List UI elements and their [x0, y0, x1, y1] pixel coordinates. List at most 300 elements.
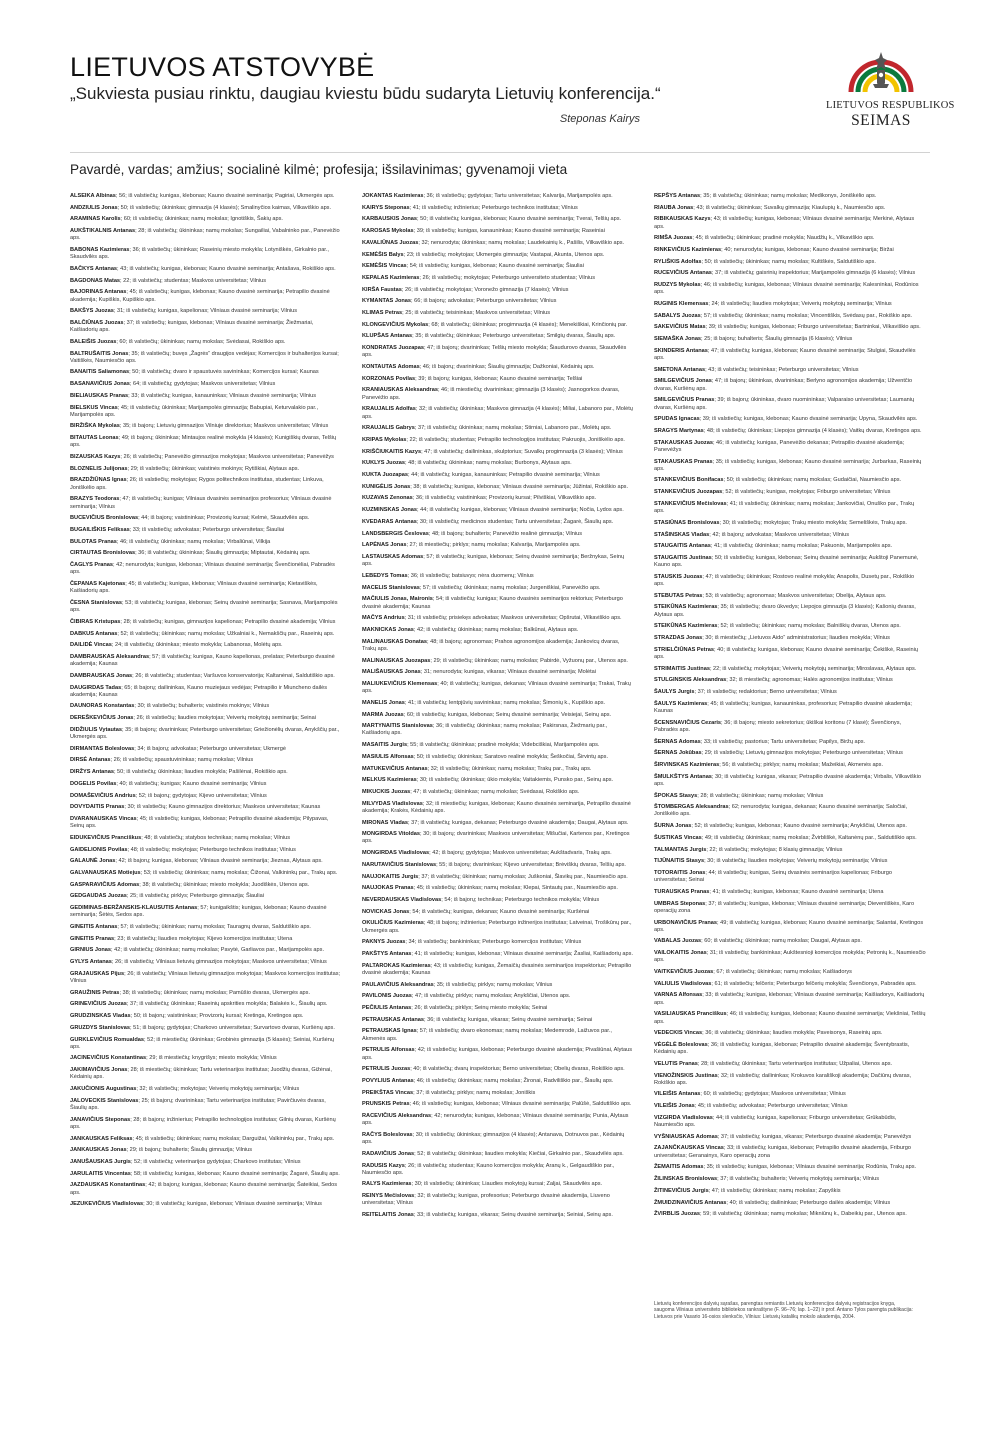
participant-name: PETRULIS Alfonsas: [362, 1047, 415, 1054]
participant-details: ; 37; iš valstiečių; gaisrinių inspektorius; Marijampolės gimnazija (6 klasės); Vilnius: [711, 270, 916, 277]
participant-details: ; 41; iš valstiečių; ūkininkas; namų mokslas; Jankovičiai, Onuško par., Trakų aps.: [654, 500, 915, 515]
participant-name: KLIMAS Petras: [362, 310, 403, 317]
participant-entry: [362, 909, 634, 916]
participant-details: ; 22; iš valstiečių; studentas; Petrapilio technologijos institutas; Pakruojis, Joniškėlio aps.: [406, 436, 625, 443]
participant-entry: [70, 527, 342, 534]
participant-entry: [362, 1101, 634, 1108]
participant-details: ; 26; iš valstiečių; studentas; Varšuvos konservatorija; Kaltanėnai, Saldutiškio aps.: [132, 672, 335, 679]
participant-name: BAKŠYS Juozas: [70, 308, 114, 315]
participant-details: ; 46; iš valstiečių; ūkininkas; namų mokslas; Žironai, Radviliškio par., Šiaulių aps.: [413, 1077, 614, 1084]
participant-entry: [70, 1086, 342, 1093]
participant-entry: [654, 593, 926, 600]
participant-name: RIMŠA Juozas: [654, 235, 693, 242]
participant-entry: [362, 993, 634, 1000]
participant-entry: [362, 495, 634, 502]
participant-details: ; 30; iš valstiečių; mokytojas; Trakų miesto mokykla; Semeliškės, Trakų aps.: [719, 519, 907, 526]
participant-details: ; 33; iš valstiečių; kunigas, klebonas; Vilniaus dvasinė seminarija; Kaišiadorys, Kaišiadorių aps.: [654, 992, 925, 1006]
participant-entry: [362, 1090, 634, 1097]
participant-details: ; 38; iš valstiečių; kunigas, klebonas; Vilniaus dvasinė seminarija; Jūžintai, Rokiškio aps.: [410, 483, 629, 490]
participant-name: UMBRAS Steponas: [654, 900, 706, 907]
participant-details: ; 48; iš valstiečių; ūkininkas; namų mokslas; Burbonys, Alytaus aps.: [405, 460, 572, 467]
page-title: LIETUVOS ATSTOVYBĖ: [70, 52, 375, 82]
participant-details: ; 43; iš valstiečių; kunigas, klebonas; Vilniaus dvasinė seminarija; Merkinė, Alytaus aps.: [654, 216, 915, 230]
participant-entry: [70, 816, 342, 830]
participant-entry: [654, 247, 926, 254]
participant-name: REITELAITIS Jonas: [362, 1212, 414, 1219]
participant-name: STANKEVIČIUS Bonifacas: [654, 477, 724, 484]
participant-details: ; 37; iš valstiečių; ūkininkas; namų mokslas; Stirniai, Labanoro par., Molėtų aps.: [414, 425, 612, 432]
participant-details: ; 22; iš valstiečių; mokytojas; Veiverių mokytojų seminarija; Miroslavas, Alytaus aps.: [709, 665, 917, 672]
participant-entry: [654, 823, 926, 830]
participant-name: SMILGEVIČIUS Pranas: [654, 397, 715, 404]
participant-name: CIRTAUTAS Bronislovas: [70, 550, 136, 557]
participant-details: ; 28; iš valstiečių; ūkininkas; Tartu veterinarijos institutas; Užpaliai, Utenos aps.: [697, 1060, 893, 1067]
participant-name: GYLYS Antanas: [70, 959, 112, 966]
participant-name: RIAUBA Jonas: [654, 204, 694, 211]
participant-details: ; 32; iš valstiečių; kunigas, profesorius; Peterburgo dvasinė akademija, Liuveno universitetas; Vilnius: [362, 1193, 610, 1207]
participant-name: MALINAUSKAS Juozapas: [362, 657, 431, 664]
participant-details: ; 25; iš bajorų; dvarininkas; Tartu veterinarijos institutas; Pavirčiuvės dvaras, Šiaulių aps.: [70, 1097, 326, 1111]
participant-name: KEMĖŠIS Vincas: [362, 263, 407, 270]
participant-name: JANAVIČIUS Steponas: [70, 1116, 131, 1123]
participant-name: BUGAILIŠKIS Feliksas: [70, 527, 130, 533]
participant-entry: [654, 235, 926, 242]
participant-entry: [70, 405, 342, 419]
participant-name: BIZAUSKAS Kazys: [70, 454, 121, 461]
participant-details: ; 43; iš valstiečių; teisininkas; Peterburgo universitetas; Vilnius: [705, 366, 859, 373]
participant-details: ; 52; iš valstiečių; ūkininkas; liaudies mokykla; Kiečiai, Girkalnio par., Skaudvilės aps.: [414, 1150, 624, 1157]
participant-entry: [362, 472, 634, 479]
participant-entry: [362, 322, 634, 329]
participant-name: MONGIRDAS Vladislovas: [362, 850, 430, 857]
participant-details: ; 55; iš bajorų; dvarininkas; Kijevo universitetas; Brėviškių dvaras, Telšių aps.: [436, 861, 626, 868]
participant-entry: [362, 275, 634, 282]
participant-entry: [70, 423, 342, 430]
participant-name: DAILIDĖ Vincas: [70, 642, 112, 649]
participant-name: MAKNICKAS Jonas: [362, 626, 414, 633]
participant-entry: [362, 449, 634, 456]
participant-details: ; 39; iš bajorų; ūkininkas, dvaro nuomininkas; Valparaiso universitetas; Laumanių dvaras, Kuršėnų aps.: [654, 397, 915, 411]
participant-details: ; 26; iš valstiečių; mokytojas; Peterburgo universiteto studentas; Vilnius: [419, 274, 595, 281]
participant-name: STAUGAITIS Antanas: [654, 543, 711, 550]
participant-details: ; 26; iš valstiečių; mokytojas; Rygos politechnikos institutas, studentas; Linkuva, Joniškėlio aps.: [70, 477, 324, 491]
participant-name: OKULIČIUS Kazimieras: [362, 920, 424, 927]
participant-name: REINYS Mečislovas: [362, 1193, 415, 1200]
participant-details: ; 47; iš valstiečių; kunigas, klebonas; Kauno dvasinė seminarija; Stulgiai, Skaudvilės aps.: [654, 347, 916, 362]
participant-details: ; 44; iš valstiečių; kunigas, kanauninkas; Petrapilio dvasinė seminarija; Vilnius: [408, 472, 600, 479]
participant-details: ; 26; iš valstiečių; spaustuvininkas; namų mokslas; Vilnius: [110, 757, 254, 764]
participant-name: MONGIRDAS Vitoldas: [362, 831, 421, 838]
participant-name: MANELIS Jonas: [362, 699, 405, 706]
participant-details: ; 42; iš valstiečių; kunigas, klebonas; Peterburgo dvasinė akademija; Pivašiūnai, Alytaus aps.: [362, 1047, 632, 1061]
participant-details: ; 53; iš valstiečių; kunigas, klebonas; Seinų dvasinė seminarija; Sasnava, Marijampolės aps.: [70, 599, 338, 614]
participant-entry: [70, 870, 342, 877]
participant-details: ; 50; iš valstiečių; kunigas, klebonas; Kauno dvasinė seminarija; Tverai, Telšių aps.: [417, 216, 622, 223]
participant-entry: [654, 689, 926, 696]
participant-details: ; 45; iš valstiečių; kunigas, klebonas; Kauno dvasinė seminarija; Petrapilio dvasinė akademija; Kupiškis, Kupiškio aps.: [70, 289, 330, 303]
participant-entry: [654, 1042, 926, 1056]
participant-entry: [70, 1098, 342, 1112]
participant-details: ; 50; iš valstiečių; ūkininkas; gimnazija (4 klasės); Smalinyčios kaimas, Vilkaviškio aps.: [117, 204, 332, 211]
participant-entry: [362, 205, 634, 212]
participant-details: ; 28; iš valstiečių; kunigas, gimnazijos kapelionas; Petrapilio dvasinė akademija; Vilnius: [120, 618, 336, 625]
participant-details: ; 26; iš valstiečių; Vilniaus lietuvių gimnazijos mokytojas; Maskvos universitetas; Vilnius: [111, 959, 327, 966]
participant-entry: [70, 619, 342, 626]
participant-name: SRAGYS Martynas: [654, 427, 704, 434]
participant-name: STAKAUSKAS Pranas: [654, 458, 713, 465]
participant-entry: [362, 298, 634, 305]
participant-details: ; 35; iš valstiečių; kunigas, klebonas; Vilniaus dvasinė seminarija; Rodūnia, Trakų aps.: [703, 1164, 917, 1171]
participant-details: ; 45; iš valstiečių; advokatas; Peterburgo universitetas; Vilnius: [694, 1103, 848, 1110]
participant-details: ; 28; iš miestiečių; ūkininkas; Tartu veterinarijos institutas; Juodžių dvaras, Gižėnai, Kėdainių aps.: [70, 1067, 332, 1081]
participant-name: GASPARAVIČIUS Adomas: [70, 881, 140, 888]
participant-name: ŠCENSNAVIČIUS Cezaris: [654, 719, 722, 726]
participant-name: POVYLIUS Antanas: [362, 1077, 414, 1084]
participant-details: ; 42; iš bajorų; gydytojas; Maskvos universitetas; Aukštadvaris, Trakų aps.: [429, 850, 612, 857]
participant-entry: [70, 308, 342, 315]
participant-entry: [70, 351, 342, 365]
participant-details: ; 33; iš valstiečių; kunigas, kanauninkas; Vilniaus dvasinė seminarija; Vilnius: [128, 392, 317, 399]
participant-details: ; 57; iš valstiečių; kunigas, Kauno kapelionas, prelatas; Peterburgo dvasinė akademija; Kaunas: [70, 653, 335, 668]
participant-details: ; 30; iš bajorų; dvarininkas; Maskvos universitetas; Mišučiai, Kartenos par., Kretingos aps.: [362, 831, 630, 845]
participant-entry: [70, 905, 342, 919]
participant-entry: [654, 193, 926, 200]
participant-details: ; 33; iš valstiečių; kunigas, klebonas; Petrapilio dvasinė akademija, Friburgo universitetas; Geranainys, Karo operacijų zona: [654, 1145, 912, 1159]
participant-entry: [362, 658, 634, 665]
participant-name: PAVILONIS Juozas: [362, 993, 412, 1000]
participant-entry: [654, 889, 926, 896]
participant-details: ; 50; iš valstiečių; ūkininkas; namų mokslas; Kultiškės, Saldutiškio aps.: [701, 258, 876, 265]
participant-entry: [362, 951, 634, 958]
participant-entry: [70, 1159, 342, 1166]
participant-name: MALINAUSKAS Donatas: [362, 638, 427, 645]
participant-details: ; 49; iš valstiečių; kunigas, klebonas; Kauno dvasinė seminarija; Salantai, Kretingos aps.: [654, 919, 924, 933]
participant-details: ; 26; iš valstiečių; mokytojas; Voronežo gimnazija (7 klasės); Vilnius: [401, 286, 569, 293]
participant-details: ; 66; iš bajorų; advokatas; Peterburgo universitetas; Vilnius: [411, 298, 557, 305]
participant-name: PETRAUSKAS Ignas: [362, 1028, 417, 1035]
participant-entry: [70, 642, 342, 649]
participant-entry: [70, 1171, 342, 1178]
participant-name: KUZMINSKAS Jonas: [362, 507, 418, 514]
participant-details: ; 30; iš valstiečių; buhalteris; vaistinės mokinys; Vilnius: [134, 703, 270, 710]
participant-details: ; 60; iš valstiečių; kunigas, klebonas; Seinų dvasinė seminarija; Veisiejai, Seinų aps.: [403, 711, 612, 718]
participant-details: ; 48; iš bajorų; inžinierius; Peterburgo inžinerijos institutas; Latveinai, Trošikūnų par., Ukmergės aps.: [362, 920, 632, 934]
participant-name: PEČIULIS Antanas: [362, 1005, 412, 1012]
participant-details: ; 45; iš valstiečių; ūkininkas; pradinė mokykla; Naudžių k., Vilkaviškio aps.: [692, 235, 875, 242]
participant-entry: [654, 1211, 926, 1218]
participant-details: ; 47; iš valstiečių; kunigas; Vilniaus dvasinės seminarijos profesorius; Vilniaus dvasinė seminarija; Vilnius: [70, 496, 332, 510]
participant-name: BUCEVIČIUS Bronislovas: [70, 515, 139, 522]
participant-entry: [362, 1113, 634, 1127]
participant-name: TOTORAITIS Jonas: [654, 870, 706, 876]
participant-name: RUCEVIČIUS Antanas: [654, 270, 712, 277]
participant-details: ; 32; iš miestiečių; agronomas; Halės agronomijos institutas; Vilnius: [726, 677, 893, 684]
participant-entry: [70, 216, 342, 223]
participant-entry: [654, 677, 926, 684]
participant-entry: [70, 278, 342, 285]
participant-name: ŠTOMBERGAS Aleksandras: [654, 804, 729, 811]
participant-name: ŠPOKAS Stasys: [654, 792, 698, 799]
participant-entry: [70, 858, 342, 865]
participant-name: BIRŽIŠKA Mykolas: [70, 423, 120, 430]
participant-details: ; 38; iš valstiečių; ūkininkas; namų mokslas; Pamūšio dvaras, Ukmergės aps.: [119, 989, 311, 996]
participant-details: ; 35; iš bajorų; Lietuvių gimnazijos Vilniuje direktorius; Maskvos universitetas; Vilnius: [119, 423, 329, 430]
participant-details: ; 31; iš valstiečių; kunigas, kapelionas; Vilniaus dvasinė seminarija; Vilnius: [113, 308, 298, 315]
participant-name: ŠUSTIKAS Vincas: [654, 834, 702, 841]
source-footnote: Lietuvių konferencijos dalyvių sąrašas, parengtas remiantis Lietuvių konferencijos dalyvių registracijos knyga, saugoma Vilniaus universiteto bibliotekos rankraštyne (F. 96–76; lap. 1–22) ir prof. Antano Tylos parengta publikacija: Lietuvos prie Vasario 16-osios slenksčio, Vilnius: Lietuvių katalikų mokslo akademija, 2004.: [654, 1301, 913, 1320]
participant-name: URBONAVIČIUS Pranas: [654, 919, 717, 926]
participant-name: STANKEVIČIUS Mečislovas: [654, 500, 727, 507]
participant-details: ; 28; iš bajorų; inžinierius; Petrapilio technologijos institutas; Gilnių dvaras, Kuršėnų aps.: [70, 1116, 336, 1130]
participant-name: KARBAUSKIS Jonas: [362, 216, 418, 223]
participant-entry: [362, 669, 634, 676]
participant-name: DIRŽYS Antanas: [70, 769, 114, 776]
participant-details: ; 57; iš valstiečių; ūkininkas; namų mokslas; Vincentiškis, Svėdasų par., Rokiškio aps.: [700, 312, 913, 319]
participant-details: ; 40; iš valstiečių; kunigas, klebonas; Kauno dvasinė seminarija; Čekiškė, Raseinių aps.: [654, 646, 918, 660]
participant-name: BIELIAUSKAS Pranas: [70, 392, 129, 399]
participant-details: ; 59; iš valstiečių; ūkininkas; namų mokslas; Mikniūnų k., Dabeikių par., Utenos aps.: [700, 1211, 907, 1218]
participant-entry: [654, 635, 926, 642]
participant-entry: [70, 228, 342, 242]
participant-entry: [362, 519, 634, 526]
participant-details: ; 22; iš valstiečių; studentas; Maskvos universitetas; Vilnius: [120, 277, 267, 284]
participant-name: GURKLEVIČIUS Romualdas: [70, 1036, 144, 1043]
participant-name: KIRŠA Faustas: [362, 286, 402, 293]
header-divider: [70, 152, 930, 153]
participant-entry: [362, 287, 634, 294]
participant-name: ZAJANČKAUSKAS Vincas: [654, 1145, 724, 1152]
participant-name: KRAUJALIS Gabrys: [362, 425, 415, 432]
participant-entry: [654, 367, 926, 374]
participant-details: ; 44; iš valstiečių; kunigas, Seinų dvasinės seminarijos kapelionas; Friburgo universitetas; Seinai: [654, 870, 892, 884]
participant-name: KAIRYS Steponas: [362, 204, 410, 211]
participant-details: ; 45; iš valstiečių; kunigas, klebonas; Vilniaus dvasinė seminarija; Kietaviškės, Kaišiadorių aps.: [70, 581, 318, 595]
participant-name: PETRULIS Juozas: [362, 1066, 411, 1073]
participant-entry: [654, 532, 926, 539]
participant-entry: [362, 507, 634, 514]
participant-entry: [362, 406, 634, 420]
participant-name: KLONGEVIČIUS Mykolas: [362, 321, 429, 328]
participant-details: ; 32; iš valstiečių; dailininkas; Krokuvos karališkoji akademija; Dačiūnų dvaras, Rokiškio aps.: [654, 1072, 912, 1086]
participant-details: ; 32; iš valstiečių; ūkininkas; Maskvos gimnazija (4 klasės); Miliai, Labanoro par., Molėtų aps.: [362, 406, 633, 420]
participant-name: KYMANTAS Jonas: [362, 298, 412, 305]
participant-entry: [362, 963, 634, 977]
participant-name: DIDŽIULIS Vytautas: [70, 726, 123, 733]
participant-details: ; 68; iš valstiečių; ūkininkas; progimnazija (4 klasės); Menekiškiai, Krinčionių par.: [428, 321, 628, 328]
participant-details: ; 30; iš valstiečių; ūkininkas; gimnazijos (4 klasės); Antanava, Dotnuvos par., Kėdainių aps.: [362, 1131, 625, 1146]
participant-details: ; 36; iš valstiečių; gydytojas; Tartu universitetas; Kalvarija, Marijampolės aps.: [423, 193, 613, 199]
participant-details: ; 32; iš miestiečių; kunigas, klebonas; Kauno dvasinės seminarija, Petrapilio dvasinė akademija; Krakės, Kėdainių aps.: [362, 800, 631, 814]
participant-details: ; 50; iš valstiečių; kunigas, klebonas; Seinų dvasinė seminarija; Aukštoji Panemunė, Kauno aps.: [654, 554, 919, 569]
participant-details: ; 43; iš valstiečių; kunigas, Žemaičių dvasinės seminarijos inspektorius; Petrapilio dvasinė akademija; Kaunas: [362, 962, 632, 976]
participant-entry: [654, 720, 926, 734]
participant-name: PRUNSKIS Petras: [362, 1101, 410, 1108]
participant-name: RYLIŠKIS Adolfas: [654, 258, 702, 265]
participant-entry: [362, 712, 634, 719]
participant-name: BALČIŪNAS Juozas: [70, 319, 124, 326]
participants-column-1: [70, 193, 342, 1213]
participant-details: ; 29; iš valstiečių; ūkininkas; namų mokslas; Pabirdė, Vyžuonų par., Utenos aps.: [430, 657, 628, 664]
participant-name: GRAUŽINIS Petras: [70, 989, 120, 996]
participant-name: VELUTIS Pranas: [654, 1060, 698, 1067]
participant-details: ; 44; iš valstiečių; kunigas, kapelionas; Friburgo universitetas; Grūkabūdis, Naumiesčio aps.: [654, 1114, 897, 1129]
participant-entry: [70, 454, 342, 461]
participant-entry: [362, 1193, 634, 1207]
participant-name: KRAUJALIS Adolfas: [362, 406, 416, 413]
participant-entry: [654, 270, 926, 277]
participant-details: ; 48; iš bajorų; buhalteris; Panevėžio realinė gimnazija; Vilnius: [428, 530, 583, 537]
participant-name: PAKŠTYS Antanas: [362, 951, 412, 958]
participant-name: STULGINSKIS Aleksandras: [654, 677, 727, 684]
participant-name: STAUGAITIS Justinas: [654, 554, 712, 561]
participant-details: ; 26; iš valstiečių; Vilniaus lietuvių gimnazijos mokytojas; Maskvos komercijos institutas; Vilnius: [70, 970, 341, 985]
participant-entry: [362, 1028, 634, 1042]
participant-entry: [70, 247, 342, 261]
participant-details: ; 29; iš bajorų; buhalteris; Šiaulių gimnazija; Vilnius: [126, 1147, 253, 1154]
quote-author: Steponas Kairys: [559, 113, 640, 125]
participant-name: LASTAUSKAS Adomas: [362, 554, 424, 560]
participant-entry: [654, 1011, 926, 1025]
participant-details: ; 42; iš bajorų; kunigas, klebonas; Kauno dvasinė seminarija; Šateikiai, Sedos aps.: [70, 1182, 338, 1196]
participant-entry: [70, 947, 342, 954]
participant-details: ; 37; iš valstiečių; pirklys; namų mokslas; Joniškis: [413, 1089, 536, 1096]
participant-entry: [654, 574, 926, 588]
participant-name: MILVYDAS Vladislovas: [362, 800, 423, 807]
participant-details: ; 62; nenurodyta; kunigas, dekanas; Kauno dvasinė seminarija; Saločiai, Joniškėlio aps.: [654, 804, 908, 818]
participant-name: NARUTAVIČIUS Stanislovas: [362, 861, 437, 868]
participant-details: ; 35; iš valstiečių; pirklys; namų mokslas; Vilnius: [433, 981, 553, 988]
participant-details: ; 36; iš valstiečių; kunigas, klebonas; Petrapilio dvasinė akademija; Šventybrastis, Kėdainių aps.: [654, 1041, 910, 1056]
participant-name: BABONAS Kazimieras: [70, 247, 130, 254]
participant-name: JOKANTAS Kazimieras: [362, 193, 424, 199]
participant-details: ; 26; iš valstiečių; studentas; Kauno komercijos mokykla; Aranų k., Gelgaudiškio par., Naumiesčio aps.: [362, 1162, 615, 1176]
participant-details: ; 41; iš valstiečių; ūkininkas; namų mokslas; Pakuonis, Marijampolės aps.: [710, 543, 893, 550]
participant-entry: [654, 336, 926, 343]
participant-name: JAZDAUSKAS Konstantinas: [70, 1182, 146, 1189]
participant-details: ; 26; iš valstiečių; Panevėžio gimnazijos mokytojas; Maskvos universitetas; Panevėžys: [120, 454, 334, 461]
participant-details: ; 57; iš valstiečių; kunigas, klebonas; Seinų dvasinė seminarija; Beržnykas, Seinų aps.: [362, 554, 625, 568]
participant-details: ; 47; iš valstiečių; ūkininkas; namų mokslas; Svėdasai, Rokiškio aps.: [410, 788, 580, 795]
participant-entry: [654, 216, 926, 230]
participant-entry: [654, 1091, 926, 1098]
participant-entry: [70, 600, 342, 614]
participant-details: ; 39; iš bajorų; kunigas, klebonas; Kauno dvasinė seminarija; Telšiai: [415, 375, 583, 382]
participant-entry: [654, 870, 926, 884]
participant-details: ; 54; iš bajorų; technikas; Peterburgo technikos mokykla; Vilnius: [441, 897, 600, 903]
participant-details: ; 32; nenurodyta; ūkininkas; namų mokslas; Laudekainių k., Pašilis, Vilkaviškio aps.: [418, 239, 625, 246]
participant-entry: [362, 920, 634, 934]
participant-entry: [654, 324, 926, 331]
participant-details: ; 42; nenurodyta; kunigas, klebonas; Vilniaus dvasinė seminarija; Punia, Alytaus aps.: [362, 1113, 629, 1127]
participant-name: DIRMANTAS Boleslovas: [70, 745, 135, 752]
participant-details: ; 65; iš bajorų; dailininkas, Kauno muziejaus vedėjas; Petrapilio ir Miuncheno dailės akademija; Kaunas: [70, 684, 328, 698]
participant-details: ; 44; iš valstiečių; kunigas, klebonas; Vilniaus dvasinė seminarija; Nočia, Lydos aps.: [417, 507, 624, 514]
participant-details: ; 48; iš bajorų; agronomas; Prahos agronomijos akademija; Jankovicų dvaras, Trakų aps.: [362, 638, 620, 652]
participant-details: ; 32; iš valstiečių; mokytojas; Veiverių mokytojų seminarija; Vilnius: [136, 1086, 300, 1093]
participant-details: ; 41; iš valstiečių; lentpjūvių savininkas; namų mokslas; Šimonių k., Kupiškio aps.: [404, 699, 606, 706]
participant-entry: [654, 920, 926, 934]
participant-details: ; 29; iš miestiečių; knygrišys; miesto mokykla; Vilnius: [146, 1055, 277, 1062]
participant-name: JACINEVIČIUS Konstantinas: [70, 1055, 147, 1062]
participant-entry: [70, 1067, 342, 1081]
participant-entry: [362, 484, 634, 491]
participant-name: NOVICKAS Jonas: [362, 908, 410, 915]
participant-entry: [70, 1037, 342, 1051]
participant-details: ; 54; iš valstiečių; kunigas, klebonas; Kauno dvasinė seminarija; Šiauliai: [406, 263, 584, 270]
participant-entry: [654, 847, 926, 854]
participant-entry: [654, 1200, 926, 1207]
participant-entry: [654, 489, 926, 496]
participant-details: ; 37; iš valstiečių; ūkininkas; Raseinių apskrities mokykla; Balakės k., Šiaulių aps.: [126, 1001, 328, 1008]
participant-name: ŠERNAS Jokūbas: [654, 750, 702, 757]
participant-entry: [70, 703, 342, 710]
participant-name: ČIBIRAS Kristupas: [70, 618, 121, 625]
seimas-logo: [826, 48, 955, 129]
participant-entry: [70, 673, 342, 680]
participant-details: ; 47; iš valstiečių; dailininkas, skulptorius; Suvalkų progimnazija (3 klasės); Vilnius: [421, 448, 623, 455]
participant-entry: [654, 981, 926, 988]
participant-name: JALOVECKIS Stanislovas: [70, 1097, 139, 1104]
participant-name: LAPĖNAS Jonas: [362, 542, 407, 549]
participant-details: ; 28; iš valstiečių; ūkininkas; namų mokslas; Vilnius: [697, 792, 824, 799]
participant-name: JEZUKEVIČIUS Vladislovas: [70, 1201, 144, 1208]
participant-entry: [70, 715, 342, 722]
participant-name: GINEITIS Antanas: [70, 924, 118, 931]
participant-name: VIZGIRDA Vladislovas: [654, 1114, 713, 1121]
participant-name: SMETONA Antanas: [654, 366, 706, 373]
participant-name: VĖGĖLĖ Boleslovas: [654, 1041, 708, 1048]
participant-entry: [70, 882, 342, 889]
participant-details: ; 42; iš bajorų; advokatas; Maskvos universitetas; Vilnius: [709, 531, 850, 538]
participant-name: KONDRATAS Juozapas: [362, 345, 424, 352]
participant-entry: [70, 1136, 342, 1143]
participant-entry: [362, 1066, 634, 1073]
participant-name: ŠERNAS Adomas: [654, 738, 701, 745]
participant-entry: [70, 1117, 342, 1131]
participant-details: ; 46; iš valstiečių; kunigas, klebonas; Vilniaus dvasinė seminarija; Kalesninkai, Rodūnios aps.: [654, 282, 919, 296]
participant-details: ; 48; iš valstiečių; statybos technikas; namų mokslas; Vilnius: [141, 834, 291, 841]
participant-entry: [654, 313, 926, 320]
participant-details: ; 60; iš valstiečių; ūkininkas; namų mokslas; Svėdasai, Rokiškio aps.: [116, 338, 286, 345]
participant-entry: [362, 982, 634, 989]
participant-name: SPUDAS Ignacas: [654, 416, 700, 423]
participant-details: ; 49; iš valstiečių; ūkininkas; namų mokslas; Žvirbliškė, Kaltanėnų par., Saldutiškio aps.: [701, 834, 917, 841]
participant-name: NAUJOKAS Pranas: [362, 885, 414, 892]
participant-entry: [362, 437, 634, 444]
participant-entry: [70, 893, 342, 900]
participant-name: NAUJOKAITIS Jurgis: [362, 873, 419, 880]
participant-name: GAIDELIONIS Povilas: [70, 846, 128, 853]
participant-name: GINEITIS Pranas: [70, 935, 115, 942]
participant-entry: [70, 496, 342, 510]
participant-entry: [654, 205, 926, 212]
participant-name: BALTRUŠAITIS Jonas: [70, 350, 129, 357]
participant-entry: [654, 459, 926, 473]
participant-entry: [70, 1001, 342, 1008]
participant-name: VAILOKAITIS Jonas: [654, 950, 707, 957]
participant-entry: [70, 539, 342, 546]
participant-entry: [362, 193, 634, 200]
participant-details: ; 36; iš valstiečių; ūkininkas; Šiaulių gimnazija; Miptautai, Kėdainių aps.: [135, 550, 311, 557]
participant-details: ; 45; iš valstiečių; ūkininkas; namų mokslas; Klepai, Sintautų par., Naumiesčio aps.: [413, 885, 618, 892]
participant-details: ; 40; nenurodyta; kunigas, klebonas; Kauno dvasinė seminarija; Biržai: [721, 247, 894, 254]
participant-name: VILEIŠIS Jonas: [654, 1103, 695, 1110]
participant-details: ; 27; iš miestiečių; pirklys; namų mokslas; Kalvarija, Marijampolės aps.: [406, 542, 581, 549]
participant-entry: [654, 477, 926, 484]
participant-name: MALIUKEVIČIUS Klemensas: [362, 680, 438, 687]
participant-name: GEDGAUDAS Juozas: [70, 893, 127, 900]
participant-name: MAČIULIS Jonas, Maironis: [362, 596, 433, 603]
